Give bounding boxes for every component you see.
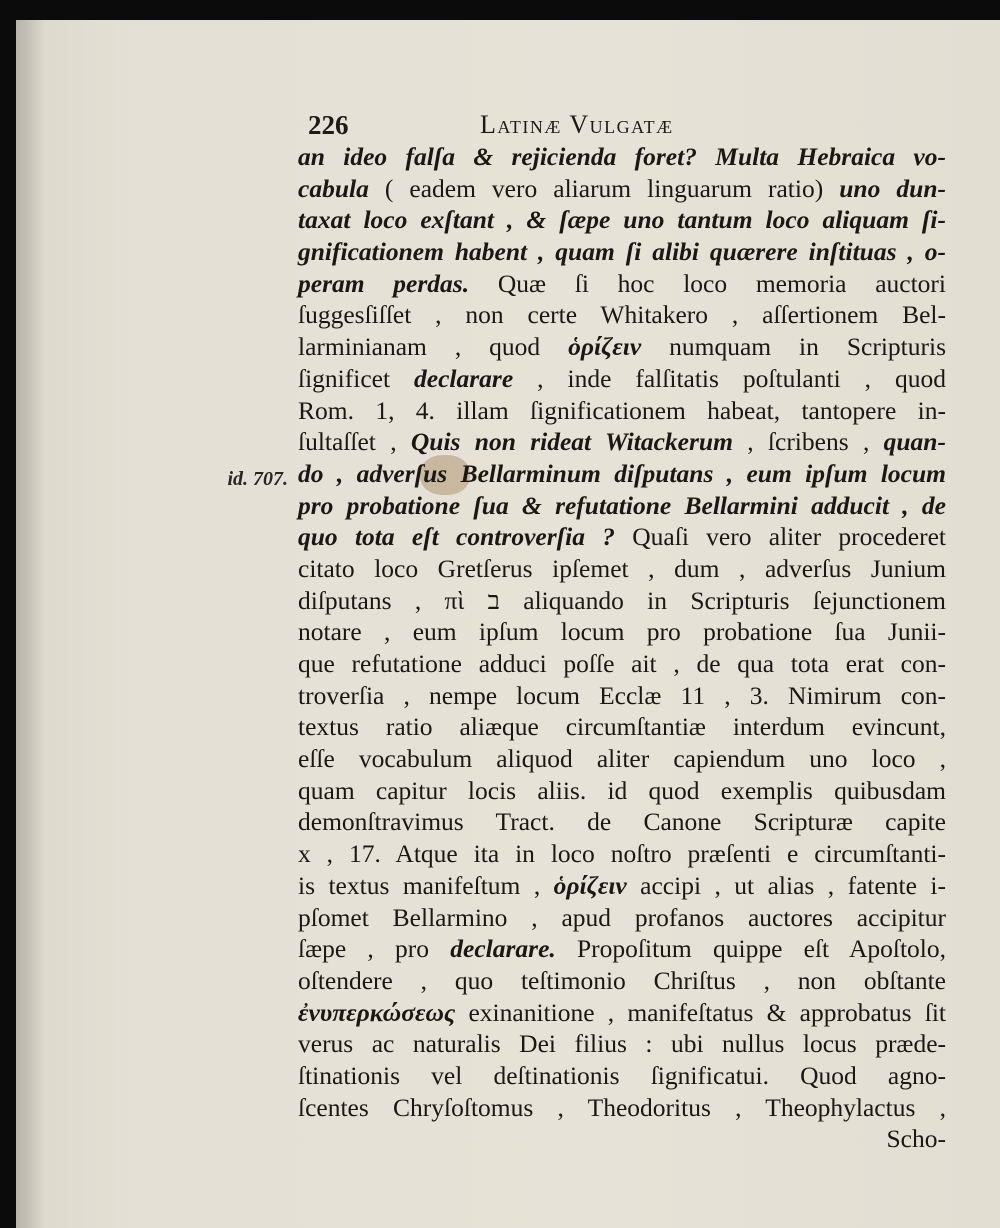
text-line	[298, 965, 946, 997]
text-line	[298, 997, 946, 1029]
italic-text-segment: uno dun-	[839, 173, 946, 203]
text-line	[298, 585, 946, 617]
text-line	[298, 711, 946, 743]
text-line	[298, 1123, 946, 1155]
text-line	[298, 395, 946, 427]
page-gutter-shadow	[16, 20, 44, 1228]
italic-text-segment: declarare	[414, 363, 514, 393]
text-line	[298, 1092, 946, 1124]
text-segment: Rom. 1, 4. illam ſignificationem habeat, tantopere in-	[298, 395, 946, 425]
text-segment: ſæpe , pro	[298, 934, 451, 964]
text-segment: ſtinationis vel deſtinationis ſignificatui. Quod agno-	[298, 1060, 946, 1090]
text-segment: , inde falſitatis poſtulanti , quod	[513, 363, 946, 393]
text-segment: troverſia , nempe locum Ecclæ 11 , 3. Nimirum con-	[298, 680, 946, 710]
text-segment: textus ratio aliæque circumſtantiæ interdum evincunt,	[298, 712, 946, 742]
text-line	[298, 268, 946, 300]
text-line	[298, 680, 946, 712]
text-segment: ſignificet	[298, 363, 415, 393]
text-line	[298, 616, 946, 648]
italic-text-segment: gnificationem habent , quam ſi alibi quærere inſtituas , o-	[298, 237, 946, 267]
text-line	[298, 1028, 946, 1060]
italic-text-segment: Multa Hebraica vo-	[715, 142, 946, 171]
text-line	[298, 648, 946, 680]
text-line	[298, 870, 946, 902]
text-segment: que refutatione adduci poſſe ait , de qua tota erat con-	[298, 649, 946, 678]
italic-text-segment: do , adverſus Bellarminum diſputans , eum ipſum locum	[298, 458, 946, 488]
italic-text-segment: ὁρίζειν	[553, 870, 627, 900]
italic-text-segment: an ideo falſa & rejicienda foret?	[298, 142, 716, 171]
text-segment: diſputans , πὶ ב aliquando in Scripturis ſejunctionem	[298, 585, 946, 615]
text-segment: larminianam , quod	[298, 332, 569, 362]
text-segment: oſtendere , quo teſtimonio Chriſtus , non obſtante	[298, 965, 946, 995]
text-line	[298, 806, 946, 838]
text-segment: Propoſitum quippe eſt Apoſtolo,	[555, 934, 947, 964]
text-line	[298, 553, 946, 585]
text-line	[298, 173, 946, 205]
text-line	[298, 933, 946, 965]
text-segment: ſuggesſiſſet , non certe Whitakero , aſſertionem Bel-	[298, 300, 946, 330]
text-segment: eſſe vocabulum aliquod aliter capiendum uno loco ,	[298, 744, 946, 774]
text-segment: exinanitione , manifeſtatus & approbatus ſit	[455, 997, 946, 1027]
text-segment: ſcentes Chryſoſtomus , Theodoritus , Theophylactus ,	[298, 1092, 946, 1122]
text-line	[298, 521, 946, 553]
text-segment: ( eadem vero aliarum linguarum ratio)	[368, 173, 840, 203]
text-segment: Quæ ſi hoc loco memoria auctori	[469, 268, 946, 298]
italic-text-segment: declarare.	[450, 934, 556, 964]
italic-text-segment: cabula	[298, 173, 369, 203]
body-text	[298, 141, 946, 1155]
text-line	[298, 458, 946, 490]
text-segment: pſomet Bellarmino , apud profanos auctores accipitur	[298, 902, 946, 932]
text-segment: verus ac naturalis Dei filius : ubi nullus locus præde-	[298, 1029, 946, 1059]
page-header	[308, 108, 945, 140]
text-segment: Quaſi vero aliter procederet	[614, 522, 947, 552]
text-line	[298, 363, 946, 395]
italic-text-segment: peram perdas.	[298, 268, 470, 298]
margin-note: id. 707.	[227, 468, 288, 490]
text-segment: notare , eum ipſum locum pro probatione ſua Junii-	[298, 617, 946, 647]
italic-text-segment: ἐνυπερκώσεως	[298, 997, 456, 1027]
text-line	[298, 490, 946, 522]
page-number: 226	[308, 110, 349, 140]
text-segment: accipi , ut alias , fatente i-	[626, 870, 946, 900]
italic-text-segment: taxat loco exſtant , & ſæpe uno tantum loco aliquam ſi-	[298, 205, 946, 235]
text-line	[298, 141, 946, 173]
text-line	[298, 299, 946, 331]
text-line	[298, 775, 946, 807]
text-segment: Scho-	[886, 1124, 946, 1154]
text-line	[298, 838, 946, 870]
italic-text-segment: pro probatione ſua & refutatione Bellarmini adducit , de	[298, 490, 946, 520]
italic-text-segment: quan-	[883, 427, 946, 457]
text-line	[298, 1060, 946, 1092]
text-segment: demonſtravimus Tract. de Canone Scripturæ capite	[298, 807, 946, 837]
text-segment: , ſcribens ,	[732, 427, 884, 457]
italic-text-segment: Quis non rideat Witackerum	[410, 427, 733, 457]
italic-text-segment: quo tota eſt controverſia ?	[298, 522, 615, 552]
text-segment: quam capitur locis aliis. id quod exemplis quibusdam	[298, 775, 946, 805]
text-segment: citato loco Gretſerus ipſemet , dum , adverſus Junium	[298, 553, 946, 583]
italic-text-segment: ὁρίζειν	[568, 332, 642, 362]
text-segment: x , 17. Atque ita in loco noſtro præſenti e circumſtanti-	[298, 839, 946, 869]
text-line	[298, 902, 946, 934]
text-segment: ſultaſſet ,	[298, 427, 411, 457]
text-line	[298, 743, 946, 775]
text-line	[298, 331, 946, 363]
text-segment: numquam in Scripturis	[641, 332, 946, 362]
text-line	[298, 236, 946, 268]
text-line	[298, 426, 946, 458]
text-segment: is textus manifeſtum ,	[298, 870, 554, 900]
text-line	[298, 204, 946, 236]
running-title: Latinæ Vulgatæ	[480, 110, 674, 139]
